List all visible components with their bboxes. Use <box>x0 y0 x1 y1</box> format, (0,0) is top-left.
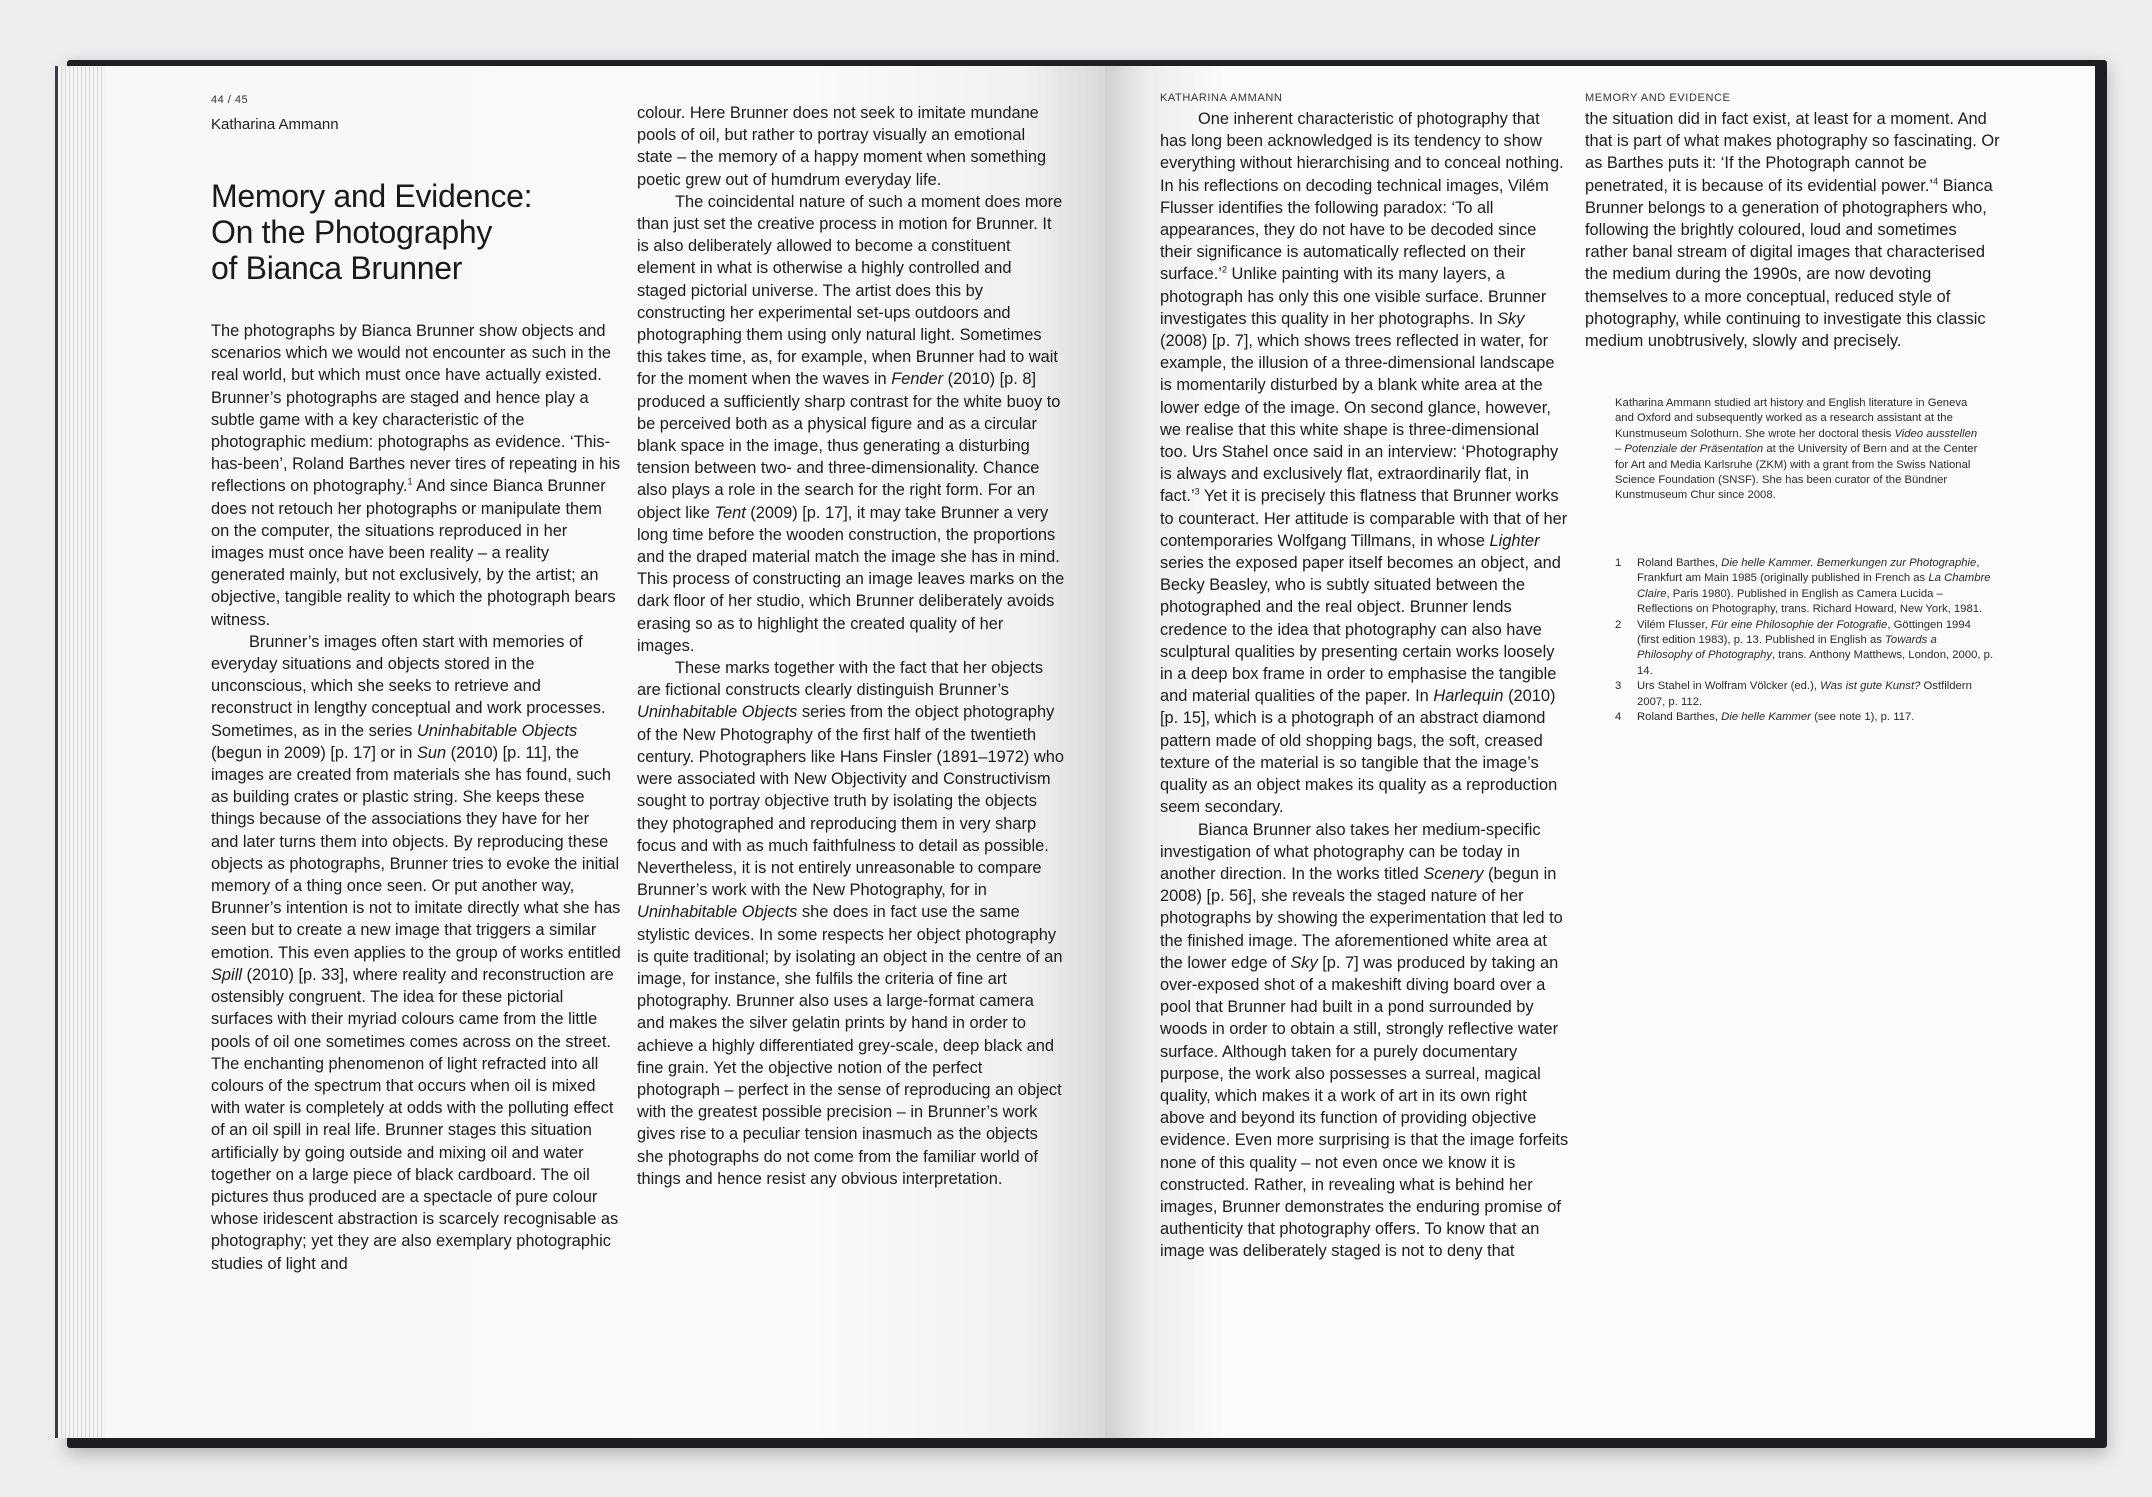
col2-paragraph-2: The coincidental nature of such a moment does more than just set the creative process in motion for Brunner. It is also deliberately allowed to become a constituent element in what is otherwise a highly controlled and staged pictorial universe. The artist does this by constructing her experimental set-ups outdoors and photographing them using only natural light. Sometimes this takes time, as, for example, when Brunner had to wait for the moment when the waves in Fender (2010) [p. 8] produced a sufficiently sharp contrast for the white buoy to be perceived both as a physical figure and as a circular blank space in the image, thus generating a disturbing tension between two- and three-dimensionality. Chance also plays a role in the search for the right form. For an object like Tent (2009) [p. 17], it may take Brunner a very long time before the wooden construction, the proportions and the draped material match the image she has in mind. This process of constructing an image leaves marks on the dark floor of her studio, which Brunner deliberately avoids erasing so as to highlight the created quality of her images. <box>637 192 1065 655</box>
open-book <box>55 58 2107 1448</box>
footnote-text: Urs Stahel in Wolfram Völcker (ed.), Was ist gute Kunst? Ostfildern 2007, p. 112. <box>1637 680 1972 708</box>
title-line-1: Memory and Evidence: <box>211 178 533 214</box>
col4-paragraph-1: the situation did in fact exist, at least for a moment. And that is part of what makes photography so fascinating. Or as Barthes puts it: ‘If the Photograph cannot be penetrated, it is because of its evidential power.’$^4$ Bianca Brunner belongs to a generation of photographers who, following the brightly coloured, loud and sometimes rather banal stream of digital images that characterised the medium during the 1990s, are now devoting themselves to a more conceptual, reduced style of photography, while continuing to investigate this classic medium unobtrusively, slowly and precisely. <box>1585 110 2000 351</box>
right-page <box>1105 66 2095 1438</box>
title-line-2: On the Photography <box>211 214 493 250</box>
col3-paragraph-1: One inherent characteristic of photography that has long been acknowledged is its tendency to show everything without hierarchising and to conceal nothing. In his reflections on decoding technical images, Vilém Flusser identifies the following paradox: ‘To all appearances, they do not have to be decoded since their significance is automatically reflected on their surface.’$^2$ Unlike painting with its many layers, a photograph has only this one visible surface. Brunner investigates this quality in her photographs. In Sky (2008) [p. 7], which shows trees reflected in water, for example, the illusion of a three-dimensional landscape is momentarily disturbed by a blank white area at the lower edge of the image. On second glance, however, we realise that this white shape is three-dimensional too. Urs Stahel once said in an interview: ‘Photography is always and exclusively flat, extraordinarily flat, in fact.’$^3$ Yet it is precisely this flatness that Brunner works to counteract. Her attitude is comparable with that of her contemporaries Wolfgang Tillmans, in whose Lighter series the exposed paper itself becomes an object, and Becky Beasley, who is subtly situated between the photographed and the real object. Brunner lends credence to the idea that photography can also have sculptural qualities by presenting certain works loosely in a deep box frame in order to emphasise the tangible and material qualities of the paper. In Harlequin (2010) [p. 15], which is a photograph of an abstract diamond pattern made of old shopping bags, the soft, creased texture of the material is so tangible that the image’s quality as an object makes its quality as a reproduction seem secondary. <box>1160 110 1568 817</box>
footnote-number: 4 <box>1615 711 1622 724</box>
text-column-4 <box>1585 108 2001 352</box>
footnotes <box>1615 556 1995 725</box>
author-name: Katharina Ammann <box>211 116 339 133</box>
title-line-3: of Bianca Brunner <box>211 250 463 286</box>
col1-paragraph-2: Brunner’s images often start with memories of everyday situations and objects stored in the unconscious, which she seeks to retrieve and reconstruct in lengthy conceptual and work processes. Sometimes, as in the series Uninhabitable Objects (begun in 2009) [p. 17] or in Sun (2010) [p. 11], the images are created from materials she has found, such as building crates or plastic string. She keeps these things because of the associations they have for her and later turns them into objects. By reproducing these objects as photographs, Brunner tries to evoke the initial memory of a thing once seen. Or put another way, Brunner’s intention is not to imitate directly what she has seen but to create a new image that triggers a similar emotion. This even applies to the group of works entitled Spill (2010) [p. 33], where reality and reconstruction are ostensibly congruent. The idea for these pictorial surfaces with their myriad colours came from the little pools of oil one sometimes comes across on the street. The enchanting phenomenon of light refracted into all colours of the spectrum that occurs when oil is mixed with water is completely at odds with the polluting effect of an oil spill in real life. Brunner stages this situation artificially by going outside and mixing oil and water together on a large piece of black cardboard. The oil pictures thus produced are a spectacle of pure colour whose iridescent abstraction is scarcely recognisable as photography; yet they are also exemplary photographic studies of light and <box>211 632 621 1273</box>
page-edges <box>55 66 108 1438</box>
col3-paragraph-2: Bianca Brunner also takes her medium-specific investigation of what photography can be today in another direction. In the works titled Scenery (begun in 2008) [p. 56], she reveals the staged nature of her photographs by showing the experimentation that led to the finished image. The aforementioned white area at the lower edge of Sky [p. 7] was produced by taking an over-exposed shot of a makeshift diving board over a pool that Brunner had built in a pond surrounded by woods in order to obtain a still, strongly reflective water surface. Although taken for a purely documentary purpose, the work also possesses a surreal, magical quality, which makes it a work of art in its own right above and beyond its function of providing objective evidence. Even more surprising is that the image forfeits none of this quality – not even once we know it is constructed. Rather, in revealing what is behind her images, Brunner demonstrates the enduring promise of authenticity that photography offers. To know that an image was deliberately staged is not to deny that <box>1160 820 1569 1261</box>
footnote <box>1615 710 1995 725</box>
footnote <box>1615 679 1995 710</box>
footnote <box>1615 618 1995 680</box>
footnote-number: 2 <box>1615 618 1622 631</box>
col1-paragraph-1: The photographs by Bianca Brunner show objects and scenarios which we would not encounter as such in the real world, but which must once have actually existed. Brunner’s photographs are staged and hence play a subtle game with a key characteristic of the photographic medium: photographs as evidence. ‘This-has-been’, Roland Barthes never tires of repeating in his reflections on photography.$^1$ And since Bianca Brunner does not retouch her photographs or manipulate them on the computer, the situations reproduced in her images must once have been reality – a reality generated mainly, but not exclusively, by the artist; an objective, tangible reality to which the photograph bears witness. <box>211 322 621 629</box>
footnote-number: 3 <box>1615 680 1622 693</box>
text-column-2 <box>637 102 1065 1190</box>
footnote-text: Roland Barthes, Die helle Kammer (see note 1), p. 117. <box>1637 711 1915 724</box>
running-head-author: KATHARINA AMMANN <box>1160 92 1283 104</box>
col2-paragraph-1: colour. Here Brunner does not seek to imitate mundane pools of oil, but rather to portray visually an emotional state – the memory of a happy moment when something poetic grew out of humdrum everyday life. <box>637 104 1047 189</box>
running-head-title: MEMORY AND EVIDENCE <box>1585 92 1731 104</box>
article-title <box>211 178 571 286</box>
author-biography: Katharina Ammann studied art history and English literature in Geneva and Oxford and subsequently worked as a research assistant at the Kunstmuseum Solothurn. She wrote her doctoral thesis Video ausstellen – Potenziale der Präsentation at the University of Bern and at the Center for Art and Media Karlsruhe (ZKM) with a grant from the Swiss National Science Foundation (SNSF). She has been curator of the Bündner Kunstmuseum Chur since 2008. <box>1615 397 1978 502</box>
footnote-text: Vilém Flusser, Für eine Philosophie der Fotografie, Göttingen 1994 (first edition 1983), p. 13. Published in English as Towards a Philosophy of Photography, trans. Anthony Matthews, London, 2000, p. 14. <box>1637 618 1994 677</box>
text-column-1 <box>211 320 621 1275</box>
text-column-3 <box>1160 108 1570 1263</box>
left-page <box>105 66 1105 1438</box>
footnote <box>1615 556 1995 618</box>
footnote-number: 1 <box>1615 557 1622 569</box>
page-number: 44 / 45 <box>211 94 249 106</box>
col2-paragraph-3: These marks together with the fact that her objects are fictional constructs clearly distinguish Brunner’s Uninhabitable Objects series from the object photography of the New Photography of the first half of the twentieth century. Photographers like Hans Finsler (1891–1972) who were associated with New Objectivity and Constructivism sought to portray objective truth by isolating the objects they photographed and reproducing them in very sharp focus and with as much faithfulness to detail as possible. Nevertheless, it is not entirely unreasonable to compare Brunner’s work with the New Photography, for in Uninhabitable Objects she does in fact use the same stylistic devices. In some respects her object photography is quite traditional; by isolating an object in the centre of an image, for instance, she fulfils the criteria of fine art photography. Brunner also uses a large-format camera and makes the silver gelatin prints by hand in order to achieve a highly differentiated grey-scale, deep black and fine grain. Yet the objective notion of the perfect photograph – perfect in the sense of reproducing an object with the greatest possible precision – in Brunner’s work gives rise to a peculiar tension inasmuch as the objects she photographs do not come from the familiar world of things and hence resist any obvious interpretation. <box>637 659 1064 1188</box>
footnote-text: Roland Barthes, Die helle Kammer. Bemerkungen zur Photographie, Frankfurt am Main 1985 (originally published in French as La Chambre Claire, Paris 1980). Published in English as Camera Lucida – Reflections on Photography, trans. Richard Howard, New York, 1981. <box>1637 557 1991 616</box>
